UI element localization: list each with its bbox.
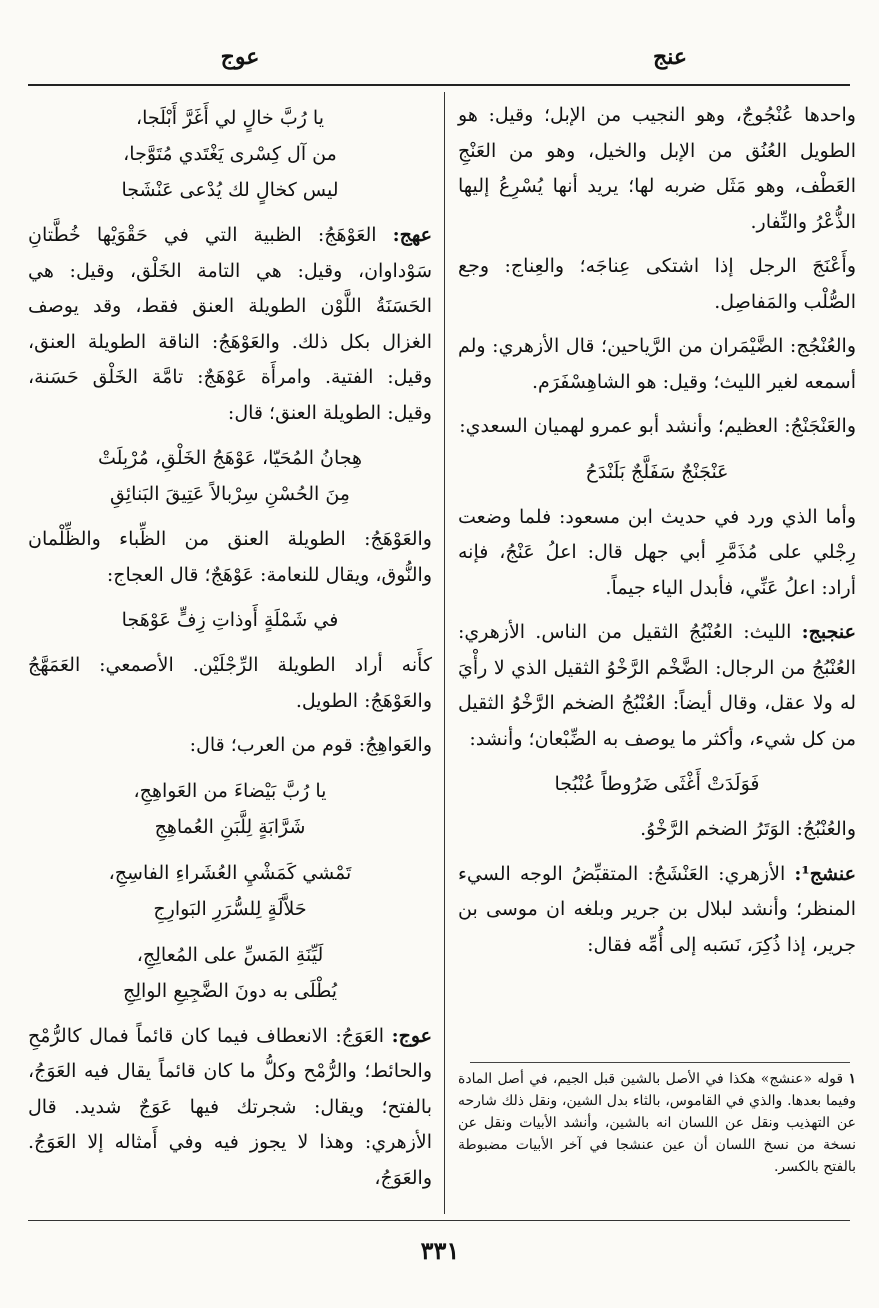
verse-block	[28, 602, 432, 638]
column-separator	[444, 92, 445, 1214]
verse-line: ليس كخالٍ لك يُدْعى عَنْشَجا	[121, 179, 339, 201]
entry-text: الليث: العُنْبُجُ الثقيل من الناس. الأزهري: العُنْبُجُ من الرجال: الضَّخْم الرَّخْوُ الثقيل الذي لا رأْيَ له ولا عقل، وقال أيضاً: العُنْبُجُ الضخم الرَّخْوُ الثقيل من كل شيء، وأكثر ما يوصف به الضِّبْعان؛ وأنشد:	[458, 621, 856, 750]
verse-line: مِنَ الحُسْنِ سِرْبالاً عَتِيقَ البَنائِقِ	[110, 483, 350, 505]
paragraph: والعَوْهَجُ: الطويلة العنق من الظِّباء والظِّلْمان والنُّوق، ويقال للنعامة: عَوْهَجٌ؛ قال العجاج:	[28, 528, 432, 586]
verse-line: يا رُبَّ خالٍ لي أَغَرَّ أَبْلَجا،	[135, 107, 325, 129]
verse-block	[28, 440, 432, 512]
paragraph: والعُنْجُج: الضَّيْمَران من الرَّياحين؛ قال الأزهري: ولم أسمعه لغير الليث؛ وقيل: هو الشاهِسْفَرَم.	[458, 335, 856, 393]
paragraph: والعَنْجَنْجُ: العظيم؛ وأنشد أبو عمرو لهميان السعدي:	[459, 415, 856, 437]
verse-line: في شَمْلَةٍ أَوذاتِ زِفٍّ عَوْهَجا	[121, 609, 339, 631]
bottom-rule	[28, 1220, 850, 1221]
verse-line: يا رُبَّ بَيْضاءَ من العَواهِجِ،	[133, 779, 327, 802]
paragraph: واحدها عُنْجُوجٌ، وهو النجيب من الإبل؛ وقيل: هو الطويل العُنُق من الإبل والخيل، وهو من العَنْجِ العَطْف، وهو مَثَل ضربه لها؛ يريد أنها يُسْرِعُ إليها الذُّعْرُ والنِّفار.	[458, 104, 856, 233]
paragraph: والعُنْبُجُ: الوَتَرُ الضخم الرَّخْوُ.	[640, 818, 856, 840]
verse-block	[28, 855, 432, 927]
paragraph: وأَعْنَجَ الرجل إذا اشتكى عِناجَه؛ والعِناج: وجع الصُّلْب والمَفاصِل.	[458, 255, 856, 313]
page-number: ٣٣١	[420, 1236, 460, 1265]
header-right-word: عنج	[653, 44, 687, 70]
entry-headword: عوج:	[391, 1024, 432, 1047]
top-rule	[28, 84, 850, 86]
paragraph: والعَواهِجُ: قوم من العرب؛ قال:	[189, 734, 432, 756]
right-column	[458, 98, 856, 972]
header-left-word: عوج	[220, 44, 260, 70]
dictionary-entry	[458, 857, 856, 964]
dictionary-entry	[458, 615, 856, 757]
verse-line: من آل كِسْرى يَغْتَدي مُتَوَّجا،	[123, 143, 337, 165]
verse-line: حَلاَّلَةٍ لِلسُّرَرِ البَوارِجِ	[153, 897, 307, 920]
verse-line: هِجانُ المُحَيّا، عَوْهَجُ الخَلْقِ، مُرْبِلَتْ	[97, 447, 363, 469]
entry-text: الأزهري: العَنْشَجُ: المتقبِّضُ الوجه السيء المنظر؛ وأنشد لبلال بن جرير وبلغه ان موسى بن جرير، إذا ذُكِرَ، نَسَبه إلى أُمِّه فقال:	[458, 862, 856, 956]
entry-headword: عنشج¹:	[794, 862, 856, 885]
footnote	[458, 1068, 856, 1178]
verse-line: عَنْجَنْجٌ سَفَلَّجٌ بَلَنْدَحُ	[585, 460, 729, 483]
verse-block	[458, 454, 856, 490]
entry-headword: عهج:	[392, 224, 432, 246]
verse-block	[28, 773, 432, 845]
paragraph: كأَنه أراد الطويلة الرِّجْلَيْن. الأصمعي: العَمَهَّجُ والعَوْهَجُ: الطويل.	[28, 654, 432, 712]
verse-line: فَوَلَدَتْ أَغْثَى ضَرُوطاً عُنْبُجا	[554, 773, 760, 795]
verse-line: شَرَّابَةٍ لِلَّبَنِ العُماهِجِ	[154, 815, 306, 838]
verse-block	[28, 937, 432, 1009]
verse-line: لَيِّنَةِ المَسِّ على المُعالِجِ،	[136, 943, 324, 966]
paragraph: وأما الذي ورد في حديث ابن مسعود: فلما وضعت رِجْلي على مُذَمَّرِ أبي جهل قال: اعلُ عَنْجُ، فإنه أراد: اعلُ عَنِّي، فأبدل الياء جيماً.	[458, 505, 856, 599]
footnote-text: قوله «عنشج» هكذا في الأصل بالشين قبل الجيم، في أصل المادة وفيما بعدها. والذي في القاموس، بالثاء بدل الشين، ونقل ذلك شارحه عن التهذيب ونقل عن اللسان انه بالشين، وأنشد الأبيات ونقل عن نسخة من نسخ اللسان أن عين عنشجا في آخر الأبيات مضبوطة بالفتح بالكسر.	[458, 1071, 856, 1175]
entry-text: العَوْهَجُ: الظبية التي في حَقْوَيْها خُطَّتانِ سَوْداوان، وقيل: هي التامة الخَلْق، وقيل: هي الحَسَنَةُ اللَّوْن الطويلة العنق فقط، وقد يوصف الغزال بكل ذلك. والعَوْهَجُ: الناقة الطويلة العنق، وقيل: الفتية. وامرأَة عَوْهَجٌ: تامَّة الخَلْق حَسَنة، وقيل: الطويلة العنق؛ قال:	[28, 224, 432, 424]
entry-text: العَوَجُ: الانعطاف فيما كان قائماً فمال كالرُّمْحِ والحائط؛ والرُّمْح وكلُّ ما كان قائماً يقال فيه العَوَجُ، بالفتح؛ ويقال: شجرتك فيها عَوَجٌ شديد. قال الأزهري: وهذا لا يجوز فيه وفي أَمثاله إلا العَوَجُ. والعَوَجُ،	[28, 1024, 432, 1189]
footnote-rule	[470, 1062, 850, 1063]
dictionary-entry	[28, 218, 432, 431]
verse-line: تَمْشي كَمَشْيِ العُشَراءِ الفاسِجِ،	[108, 861, 352, 884]
footnote-number: ١	[848, 1071, 856, 1087]
verse-block	[458, 766, 856, 802]
verse-block	[28, 100, 432, 208]
entry-headword: عنجبج:	[801, 621, 856, 643]
verse-line: يُطْلَى به دونَ الضَّجِيعِ الوالِجِ	[122, 979, 338, 1002]
left-column	[28, 98, 432, 1205]
dictionary-entry	[28, 1019, 432, 1197]
